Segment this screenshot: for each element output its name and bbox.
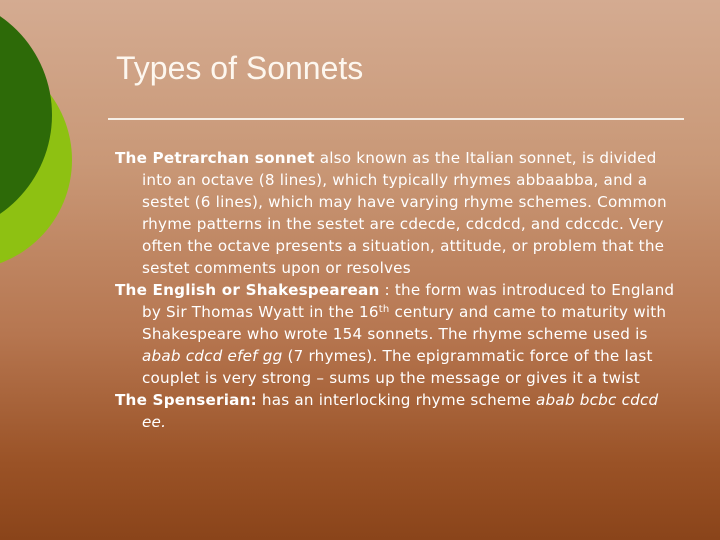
slide-title: Types of Sonnets: [116, 50, 364, 86]
spenserian-text: has an interlocking rhyme scheme: [256, 391, 537, 409]
spenserian-rhyme-scheme: abab bcbc cdcd ee.: [142, 391, 659, 431]
paragraph-spenserian: [115, 389, 675, 433]
shakespearean-rhyme-scheme: abab cdcd efef gg: [142, 347, 283, 365]
spenserian-heading: The Spenserian:: [115, 391, 257, 409]
title-divider: [108, 118, 684, 120]
shakespearean-text-part-2: century and came to maturity with Shakespeare who wrote 154 sonnets. The rhyme scheme used is: [142, 303, 667, 343]
slide-body: [115, 147, 675, 433]
ordinal-suffix: th: [378, 304, 390, 315]
petrarchan-text: also known as the Italian sonnet, is divided into an octave (8 lines), which typically rhymes abbaabba, and a sestet (6 lines), which may have varying rhyme schemes. Common rhyme patterns in the sestet are cdecde, cdcdcd, and cdccdc. Very often the octave presents a situation, attitude, or problem that the sestet comments upon or resolves: [142, 149, 667, 277]
shakespearean-text-part-3: (7 rhymes). The epigrammatic force of the last couplet is very strong – sums up the message or gives it a twist: [142, 347, 653, 387]
paragraph-shakespearean: [115, 279, 675, 389]
shakespearean-heading: The English or Shakespearean: [115, 281, 380, 299]
paragraph-petrarchan: [115, 147, 675, 279]
petrarchan-heading: The Petrarchan sonnet: [115, 149, 315, 167]
shakespearean-text-part-1: : the form was introduced to England by Sir Thomas Wyatt in the 16: [142, 281, 675, 321]
